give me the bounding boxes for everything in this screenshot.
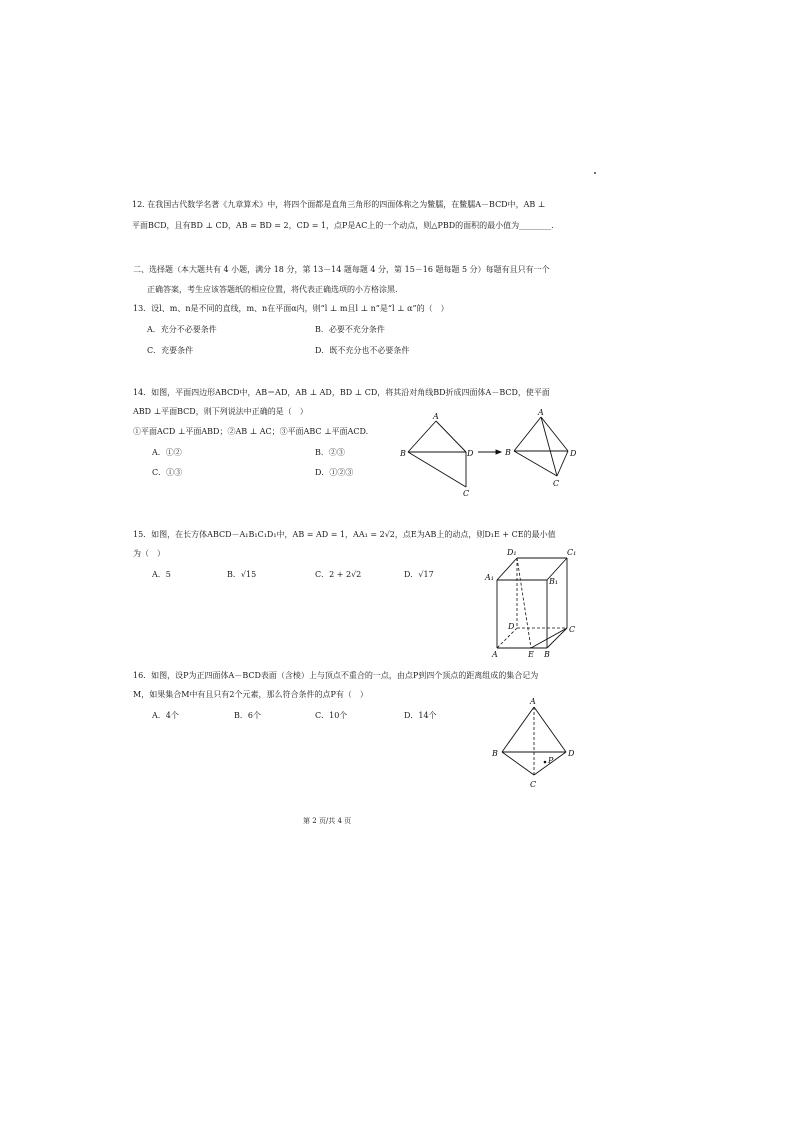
q15-fig-label-d: D — [508, 622, 515, 631]
q16-fig-label-a: A — [530, 697, 536, 706]
q14-fig-label-a2: A — [538, 408, 544, 417]
q13-stem: 13．设l、m、n是不同的直线，m、n在平面α内，则“l ⊥ m且l ⊥ n”是“l ⊥ α”的（ ） — [133, 304, 449, 313]
q12-line2: 平面BCD，且有BD ⊥ CD，AB = BD = 2，CD = 1，点P是AC上的一个动点，则△PBD的面积的最小值为________. — [132, 221, 554, 230]
q14-fig-label-b2: B — [505, 448, 511, 457]
q13-option-d: D．既不充分也不必要条件 — [315, 346, 410, 355]
q16-line1: 16．如图，设P为正四面体A－BCD表面（含棱）上与顶点不重合的一点，由点P到四个顶点的距离组成的集合记为 — [133, 671, 539, 680]
q14-line3: ①平面ACD ⊥平面ABD；②AB ⊥ AC；③平面ABC ⊥平面ACD. — [133, 427, 369, 436]
q14-fig-label-a: A — [433, 412, 439, 421]
q16-option-a: A．4个 — [152, 711, 179, 720]
q13-option-b: B．必要不充分条件 — [315, 325, 385, 334]
q14-line1: 14．如图，平面四边形ABCD中，AB＝AD，AB ⊥ AD，BD ⊥ CD，将其沿对角线BD折成四面体A－BCD，使平面 — [133, 388, 550, 397]
q16-line2: M，如果集合M中有且只有2个元素，那么符合条件的点P有（ ） — [133, 690, 368, 699]
q16-option-d: D．14个 — [404, 711, 437, 720]
q14-fig-label-d: D — [467, 449, 474, 458]
q15-option-d: D．√17 — [404, 570, 434, 579]
q15-fig-label-a: A — [492, 650, 498, 659]
q14-option-c: C．①③ — [152, 468, 183, 477]
page-number-footer: 第 2 页/共 4 页 — [303, 817, 352, 825]
q14-option-b: B．②③ — [315, 448, 345, 457]
q14-fig-label-c2: C — [553, 479, 560, 488]
q14-fig-label-c: C — [463, 489, 470, 498]
scan-speck — [594, 172, 596, 174]
q15-fig-label-b1: B₁ — [549, 577, 559, 586]
q15-line2: 为（ ） — [133, 549, 165, 558]
q15-fig-label-d1: D₁ — [507, 548, 517, 557]
q16-option-b: B．6个 — [234, 711, 261, 720]
q15-fig-label-e: E — [528, 650, 534, 659]
q15-fig-label-b: B — [544, 650, 550, 659]
q15-fig-label-c: C — [569, 625, 576, 634]
q14-fig-label-d2: D — [570, 449, 577, 458]
q13-option-c: C．充要条件 — [147, 346, 194, 355]
q14-option-a: A．①② — [152, 448, 182, 457]
q16-option-c: C．10个 — [315, 711, 348, 720]
q15-option-c: C．2 + 2√2 — [315, 570, 362, 579]
q15-fig-label-a1: A₁ — [485, 573, 494, 582]
q15-line1: 15．如图，在长方体ABCD－A₁B₁C₁D₁中，AB = AD = 1，AA₁ = 2√2，点E为AB上的动点，则D₁E + CE的最小值 — [133, 530, 556, 539]
q16-fig-label-d: D — [568, 749, 575, 758]
q16-fig-label-p: P — [548, 756, 554, 765]
q12-line1: 12. 在我国古代数学名著《九章算术》中，将四个面都是直角三角形的四面体称之为鳖臑，在鳖臑A－BCD中，AB ⊥ — [132, 200, 546, 209]
q13-option-a: A．充分不必要条件 — [147, 325, 217, 334]
section2-header-line2: 正确答案，考生应该答题纸的相应位置，将代表正确选项的小方格涂黑. — [147, 285, 398, 294]
q14-fig-label-b: B — [400, 449, 406, 458]
section2-header-line1: 二、选择题（本大题共有 4 小题，满分 18 分，第 13－14 题每题 4 分，第 15－16 题每题 5 分）每题有且只有一个 — [133, 265, 550, 274]
q14-line2: ABD ⊥平面BCD，则下列说法中正确的是（ ） — [133, 407, 308, 416]
q15-option-b: B．√15 — [227, 570, 257, 579]
q16-fig-label-c: C — [530, 780, 537, 789]
q15-option-a: A．5 — [152, 570, 171, 579]
q16-fig-label-b: B — [492, 749, 498, 758]
q15-fig-label-c1: C₁ — [567, 548, 577, 557]
q14-option-d: D．①②③ — [315, 468, 354, 477]
